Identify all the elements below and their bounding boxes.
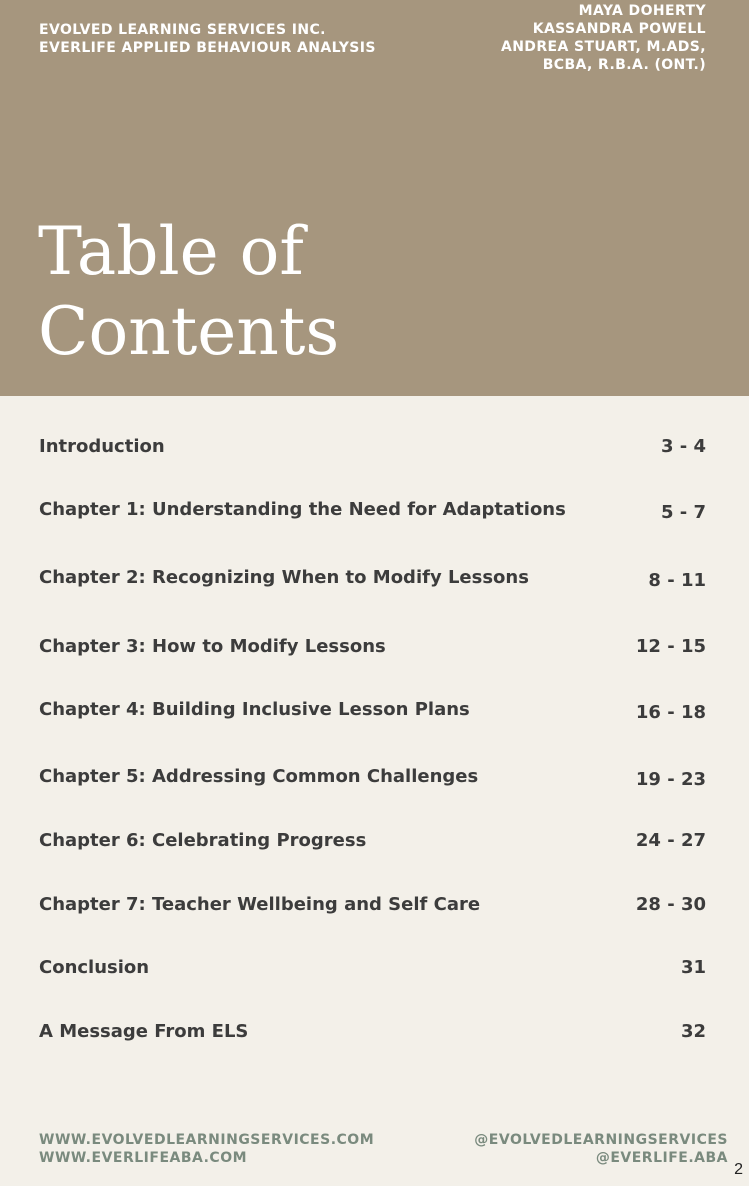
toc-entry-label: Chapter 4: Building Inclusive Lesson Plans (39, 699, 470, 720)
toc-entry[interactable] (39, 435, 706, 459)
author-line: KASSANDRA POWELL (532, 21, 706, 37)
toc-entry-label: Chapter 2: Recognizing When to Modify Lessons (39, 567, 529, 588)
toc-entry-pages: 12 - 15 (635, 636, 706, 657)
toc-entry-label: Chapter 1: Understanding the Need for Adaptations (39, 499, 566, 520)
author-line: ANDREA STUART, M.ADS, (500, 39, 706, 55)
toc-entry-pages: 32 (680, 1021, 706, 1042)
toc-entry-pages: 28 - 30 (635, 894, 706, 915)
toc-entry[interactable] (39, 956, 706, 980)
author-names (501, 2, 706, 74)
toc-entry-label: Chapter 3: How to Modify Lessons (39, 636, 386, 657)
toc-entry-pages: 24 - 27 (635, 830, 706, 851)
page-title-line: Contents (38, 293, 340, 370)
toc-entry-label: A Message From ELS (39, 1021, 249, 1042)
website-link[interactable]: WWW.EVOLVEDLEARNINGSERVICES.COM (39, 1132, 375, 1148)
page-number: 2 (734, 1161, 743, 1178)
organization-name: EVOLVED LEARNING SERVICES INC. (39, 22, 326, 38)
toc-entry-label: Conclusion (39, 957, 150, 978)
social-handle[interactable]: @EVERLIFE.ABA (595, 1150, 728, 1166)
toc-entry-pages: 19 - 23 (635, 769, 706, 790)
toc-entry-label: Chapter 6: Celebrating Progress (39, 830, 367, 851)
header-banner (0, 0, 749, 396)
toc-entry[interactable] (39, 566, 706, 590)
toc-entry-label: Chapter 7: Teacher Wellbeing and Self Care (39, 894, 481, 915)
toc-entry[interactable] (39, 498, 706, 522)
toc-entry-label: Introduction (39, 436, 165, 457)
author-line: BCBA, R.B.A. (ONT.) (542, 57, 706, 73)
toc-entry-pages: 3 - 4 (660, 436, 706, 457)
toc-entry[interactable] (39, 829, 706, 853)
toc-entry[interactable] (39, 1020, 706, 1044)
toc-entry[interactable] (39, 893, 706, 917)
author-line: MAYA DOHERTY (578, 3, 706, 19)
toc-entry-pages: 31 (680, 957, 706, 978)
page-title-line: Table of (38, 213, 304, 290)
toc-entry[interactable] (39, 635, 706, 659)
page-title (38, 212, 339, 372)
footer-websites (39, 1131, 374, 1167)
footer-social-handles (474, 1131, 728, 1167)
toc-entry[interactable] (39, 765, 706, 789)
social-handle[interactable]: @EVOLVEDLEARNINGSERVICES (474, 1132, 728, 1148)
website-link[interactable]: WWW.EVERLIFEABA.COM (39, 1150, 248, 1166)
toc-entry-pages: 16 - 18 (635, 702, 706, 723)
organization-names (39, 21, 376, 57)
toc-entry-pages: 5 - 7 (660, 502, 706, 523)
toc-entry-pages: 8 - 11 (648, 570, 706, 591)
organization-name: EVERLIFE APPLIED BEHAVIOUR ANALYSIS (39, 40, 376, 56)
toc-entry[interactable] (39, 698, 706, 722)
toc-entry-label: Chapter 5: Addressing Common Challenges (39, 766, 479, 787)
